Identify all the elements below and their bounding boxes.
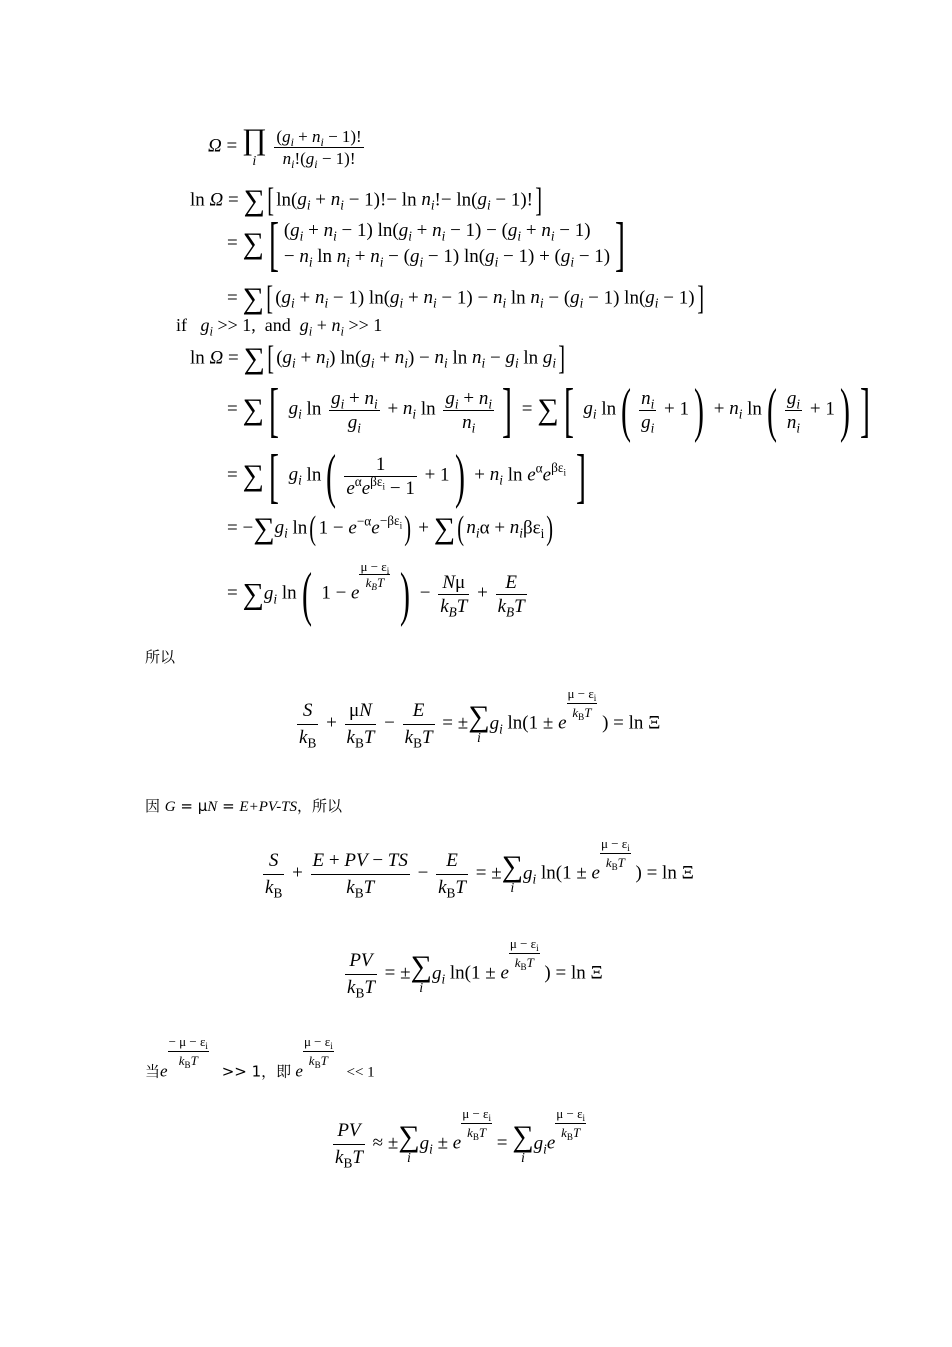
eq-pressure-volume: $\frac{PV}{k_BT}$ = ± ∑ i $g_i$ ln(1 ± e $\frac{\mu - \varepsilon_i}{k_BT}$ ) = ln Ξ <box>347 936 603 1001</box>
eq-entropy-grand-potential: $\frac{S}{k_B}$ + $\frac{\mu N}{k_BT}$ − $\frac{E}{k_BT}$ = ± ∑ i $g_i$ ln(1 ± e $\frac{\mu - \varepsilon_i}{k_BT}$ ) = ln Ξ <box>299 686 661 751</box>
eq-entropy-substituted: $\frac{S}{k_B}$ + $\frac{E + PV - TS}{k_BT}$ − $\frac{E}{k_BT}$ = ± ∑ i $g_i$ ln(1 ± e $\frac{\mu - \varepsilon_i}{k_BT}$ ) = ln Ξ <box>265 836 694 901</box>
eq-condition: if $g_i >> 1$, and $g_i + n_i >> 1$ <box>176 315 383 339</box>
eq-log-sum: = $-\sum g_i$ ln( $1 - e^{-\alpha}e^{-\beta\varepsilon_i}$) + ∑( $n_i\alpha + n_i\beta\varepsilon_i$) <box>227 510 554 547</box>
text-therefore-1: 所以 <box>145 648 176 666</box>
eq-omega-product: Ω = ∏ i $\frac{(g_i + n_i - 1)!}{n_i!(g_i - 1)!}$ <box>208 123 362 171</box>
eq-classical-limit: $\frac{PV}{k_BT}$ ≈ ± ∑ i $g_i \pm e$ $\frac{\mu - \varepsilon_i}{k_BT}$ = ∑ i $g_ie$ $\frac{\mu - \varepsilon_i}{k_BT}$ <box>335 1106 586 1171</box>
eq-simplified: = ∑[ $(g_i + n_i - 1) \ln(g_i + n_i - 1) - n_i$ $\ln n_i - (g_i - 1) \ln(g_i - 1)$] <box>227 280 704 317</box>
eq-ln-omega-2: ln Ω = ∑[ $(g_i + n_i) \ln(g_i + n_i) - n_i$ $\ln n_i - g_i$ $\ln g_i$] <box>190 340 566 377</box>
text-classical-limit-condition: 当e $\frac{- \mu - \varepsilon_i}{k_BT}$ >> 1，即 e $\frac{\mu - \varepsilon_i}{k_BT}$ << 1 <box>145 1034 375 1081</box>
product-symbol: ∏ i <box>241 123 267 169</box>
eq-chemical-potential-form: = $\sum g_i$ ln( 1 − e $\frac{\mu - \varepsilon_i}{k_BT}$ ) − $\frac{N\mu}{k_BT}$ + $\frac{E}{k_BT}$ <box>227 559 525 628</box>
text-gibbs-relation: 因 G = μN = E+PV-TS，所以 <box>145 797 343 815</box>
eq-ln-omega-1: ln Ω = ∑[ $\ln(g_i + n_i - 1)!- \ln n_i!- \ln(g_i - 1)$!] <box>190 182 543 219</box>
eq-stirling-expansion: = ∑[ $(g_i + n_i - 1) \ln(g_i + n_i - 1) - (g_i + n_i - 1)$ − $n_i$ $\ln n_i + n_i - (g_i - 1) \ln(g_i - 1) + (g_i - 1)$ ] <box>227 211 626 277</box>
eq-exponential-form: = ∑[ $g_i$ ln( $\frac{1}{e^\alpha e^{\beta\varepsilon_i} - 1}$ + $1) + n_i$ $\ln e^\alpha e^{\beta\varepsilon_i}$ ] <box>227 443 586 509</box>
eq-ratio-form: = ∑[ $g_i$ ln $\frac{g_i + n_i}{g_i}$ + $n_i$ ln $\frac{g_i + n_i}{n_i}$ ] = ∑[ $g_i$ ln( $\frac{n_i}{g_i}$ + $1) + n_i$ ln( $\frac{g_i}{n_i}$ + 1) ] <box>227 377 870 443</box>
